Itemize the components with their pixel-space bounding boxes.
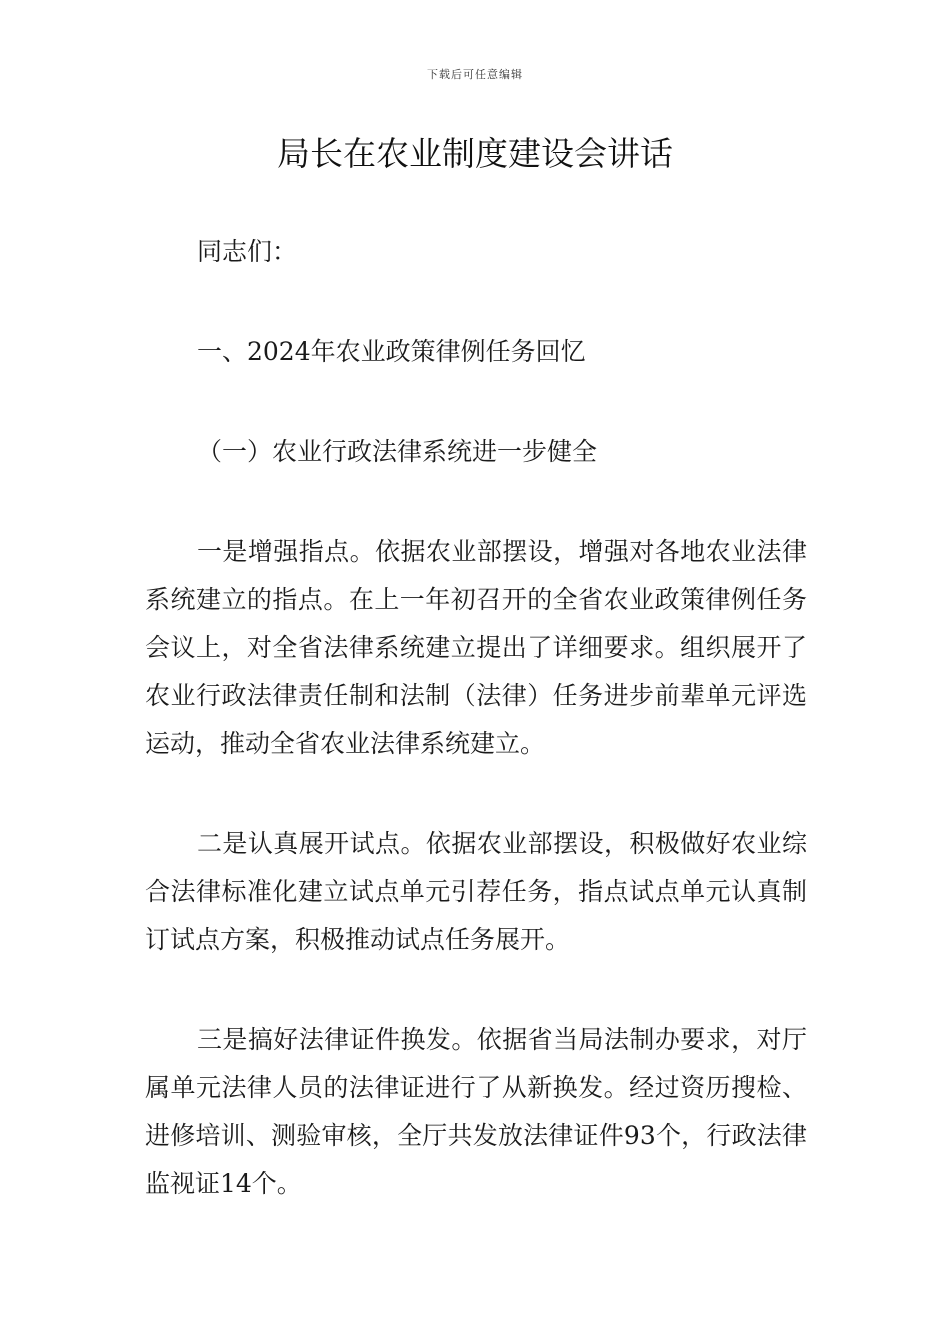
paragraph-3: 三是搞好法律证件换发。依据省当局法制办要求，对厅属单元法律人员的法律证进行了从新换发。经过资历搜检、进修培训、测验审核，全厅共发放法律证件93个，行政法律监视证14个。 xyxy=(145,1025,807,1198)
section-heading: 一、2024年农业政策律例任务回忆 xyxy=(197,337,586,366)
document-body xyxy=(145,228,807,1260)
header-note: 下载后可任意编辑 xyxy=(427,68,523,81)
document-title: 局长在农业制度建设会讲话 xyxy=(277,134,673,173)
paragraph-1: 一是增强指点。依据农业部摆设，增强对各地农业法律系统建立的指点。在上一年初召开的全省农业政策律例任务会议上，对全省法律系统建立提出了详细要求。组织展开了农业行政法律责任制和法制（法律）任务进步前辈单元评选运动，推动全省农业法律系统建立。 xyxy=(145,537,807,758)
paragraph-2: 二是认真展开试点。依据农业部摆设，积极做好农业综合法律标准化建立试点单元引荐任务，指点试点单元认真制订试点方案，积极推动试点任务展开。 xyxy=(145,829,807,954)
subsection-heading: （一）农业行政法律系统进一步健全 xyxy=(197,437,598,466)
salutation: 同志们： xyxy=(197,237,298,266)
